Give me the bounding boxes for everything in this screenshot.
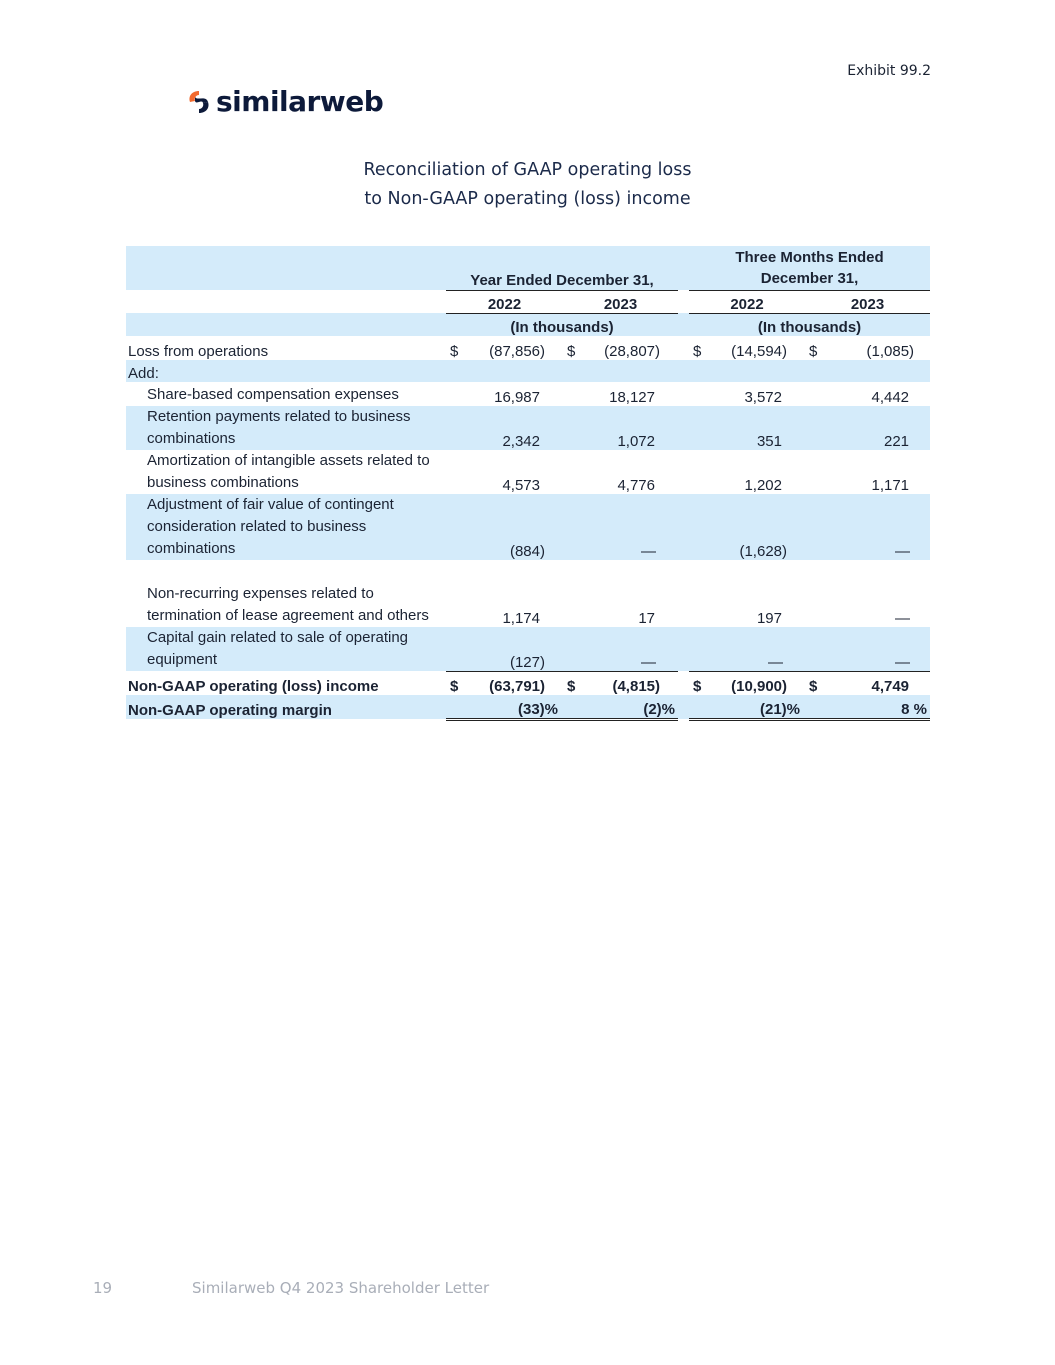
cell-value: (33)% <box>446 695 563 719</box>
row-label: Capital gain related to sale of operating equipment <box>147 629 409 668</box>
currency-symbol: $ <box>693 343 702 360</box>
cell-value: (21)% <box>689 695 805 719</box>
exhibit-label: Exhibit 99.2 <box>847 63 931 79</box>
cell-value: (1,628) <box>739 543 787 560</box>
year-group-header: Year Ended December 31, <box>446 246 678 290</box>
cell-value: 4,573 <box>502 477 540 494</box>
table-row-capital-gain <box>126 627 930 671</box>
title-line-1: Reconciliation of GAAP operating loss <box>363 160 692 180</box>
row-label: Loss from operations <box>128 343 269 360</box>
footer-title: Similarweb Q4 2023 Shareholder Letter <box>192 1279 490 1297</box>
table-row-amortization <box>126 450 930 494</box>
cell-value: (884) <box>509 543 545 560</box>
cell-value: 4,776 <box>617 477 655 494</box>
table-row-fair-value <box>126 494 930 560</box>
row-label: Non-GAAP operating margin <box>128 702 332 719</box>
row-label: Non-GAAP operating (loss) income <box>128 678 379 695</box>
row-label: Share-based compensation expenses <box>147 386 399 403</box>
table-row-non-recurring <box>126 560 930 627</box>
cell-value: — <box>563 627 678 671</box>
cell-value: — <box>805 627 930 671</box>
currency-symbol: $ <box>450 343 459 360</box>
cell-value: (63,791) <box>489 678 545 695</box>
currency-symbol: $ <box>567 343 576 360</box>
cell-value: 1,174 <box>502 610 540 627</box>
cell-value: 18,127 <box>609 389 655 406</box>
cell-value: — <box>895 610 911 627</box>
currency-symbol: $ <box>567 678 576 695</box>
year-header: 2022 <box>446 290 563 313</box>
quarter-group-header <box>689 246 930 290</box>
cell-value: (127) <box>446 627 563 671</box>
table-row-non-gaap-income <box>126 671 930 695</box>
table-row-sbc <box>126 382 930 406</box>
currency-symbol: $ <box>809 343 818 360</box>
cell-value: 1,171 <box>871 477 910 494</box>
table-row-loss-from-operations <box>126 336 930 360</box>
quarter-group-header-line-2: December 31, <box>760 269 859 287</box>
header-row-units <box>126 313 930 336</box>
cell-value: 17 <box>638 610 655 627</box>
cell-value: 4,749 <box>871 678 910 695</box>
units-label: (In thousands) <box>510 319 614 336</box>
cell-value: 8 % <box>805 695 930 719</box>
row-label: Amortization of intangible assets related to business combinations <box>147 452 430 491</box>
table-row-non-gaap-margin <box>126 695 930 719</box>
cell-value: — <box>689 627 805 671</box>
cell-value: (1,085) <box>866 343 915 360</box>
cell-value: (14,594) <box>731 343 787 360</box>
row-label: Adjustment of fair value of contingent consideration related to business combinations <box>147 496 394 557</box>
header-row-groups <box>126 246 930 290</box>
header-row-years <box>126 290 930 313</box>
reconciliation-table <box>126 246 930 721</box>
title-line-2: to Non-GAAP operating (loss) income <box>364 189 691 209</box>
page-title <box>0 156 1055 214</box>
row-label: Non-recurring expenses related to termination of lease agreement and others <box>147 585 429 624</box>
currency-symbol: $ <box>450 678 459 695</box>
cell-value: 351 <box>756 433 782 450</box>
currency-symbol: $ <box>809 678 818 695</box>
logo-wordmark: similarweb <box>216 85 384 118</box>
cell-value: (28,807) <box>604 343 660 360</box>
cell-value: 16,987 <box>494 389 540 406</box>
cell-value: 1,202 <box>744 477 782 494</box>
cell-value: — <box>641 543 656 560</box>
cell-value: (87,856) <box>489 343 545 360</box>
cell-value: 221 <box>884 433 910 450</box>
units-label: (In thousands) <box>757 319 862 336</box>
row-label: Add: <box>128 365 159 382</box>
similarweb-logo-icon <box>186 88 212 116</box>
page-number: 19 <box>93 1279 113 1297</box>
cell-value: 4,442 <box>871 389 910 406</box>
cell-value: 3,572 <box>744 389 782 406</box>
similarweb-logo <box>186 85 383 118</box>
year-header: 2023 <box>563 290 678 313</box>
cell-value: (4,815) <box>612 678 660 695</box>
cell-value: (2)% <box>563 695 678 719</box>
year-header: 2022 <box>689 290 805 313</box>
quarter-group-header-line-1: Three Months Ended <box>735 248 884 266</box>
table-row-add <box>126 360 930 382</box>
currency-symbol: $ <box>693 678 702 695</box>
year-header: 2023 <box>805 290 930 313</box>
cell-value: 1,072 <box>617 433 655 450</box>
cell-value: (10,900) <box>731 678 787 695</box>
cell-value: 197 <box>756 610 782 627</box>
cell-value: 2,342 <box>502 433 540 450</box>
row-label: Retention payments related to business combinations <box>147 408 411 447</box>
table-row-retention <box>126 406 930 450</box>
cell-value: — <box>895 543 911 560</box>
